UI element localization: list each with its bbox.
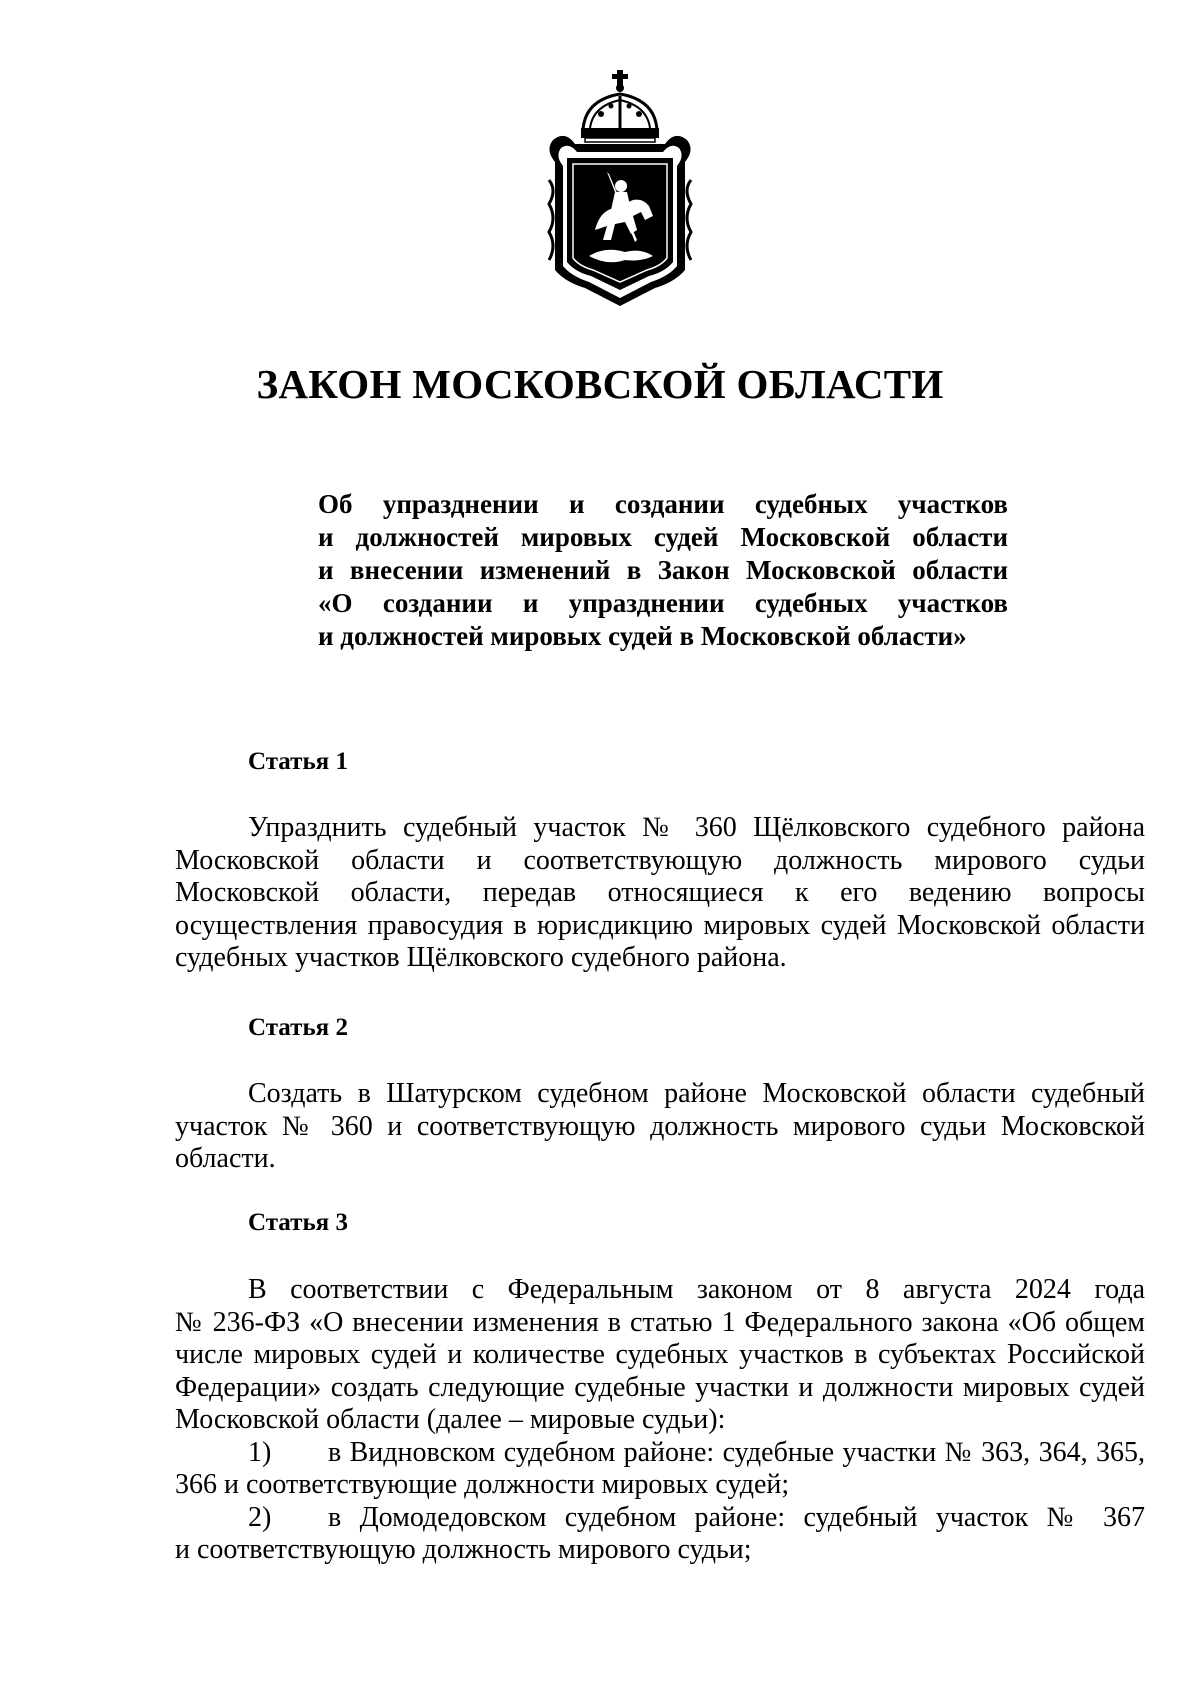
list-item-text: в Домодедовском судебном районе: судебный участок № 367 [328, 1501, 1145, 1533]
article-3-text [175, 1274, 1145, 1567]
text-line: области. [175, 1143, 276, 1174]
text-line: В соответствии с Федеральным законом от 8 августа 2024 года [248, 1274, 1145, 1305]
article-1-text [175, 812, 1145, 975]
article-2-text [175, 1078, 1145, 1176]
text-line: осуществления правосудия в юрисдикцию мировых судей Московской области [175, 909, 1145, 941]
text-line: Московской области (далее – мировые судьи): [175, 1404, 726, 1435]
document-title: ЗАКОН МОСКОВСКОЙ ОБЛАСТИ [256, 361, 944, 407]
article-2-heading: Статья 2 [248, 1014, 348, 1041]
text-line: числе мировых судей и количестве судебных участков в субъектах Российской [175, 1339, 1145, 1370]
list-item-number: 1) [248, 1436, 272, 1468]
list-item [175, 1437, 1145, 1470]
coat-of-arms-emblem [545, 70, 695, 310]
list-item-number: 2) [248, 1501, 272, 1533]
list-item-continuation: и соответствующую должность мирового судьи; [175, 1534, 752, 1565]
text-line: Создать в Шатурском судебном районе Московской области судебный [248, 1078, 1145, 1109]
list-item-continuation: 366 и соответствующие должности мировых судей; [175, 1469, 790, 1500]
subtitle-line: «О создании и упразднении судебных участков [318, 588, 1008, 618]
text-line: Упразднить судебный участок № 360 Щёлковского судебного района [248, 812, 1145, 843]
article-1-heading: Статья 1 [248, 748, 348, 775]
text-line: судебных участков Щёлковского судебного района. [175, 942, 787, 973]
subtitle-line: и должностей мировых судей Московской области [318, 522, 1008, 552]
article-3-heading: Статья 3 [248, 1209, 348, 1236]
text-line: Московской области, передав относящиеся к его ведению вопросы [175, 877, 1145, 908]
text-line: Московской области и соответствующую должность мирового судьи [175, 844, 1145, 876]
text-line: № 236-ФЗ «О внесении изменения в статью 1 Федерального закона «Об общем [175, 1306, 1145, 1338]
text-line: Федерации» создать следующие судебные участки и должности мировых судей [175, 1371, 1145, 1403]
list-item-text: в Видновском судебном районе: судебные участки № 363, 364, 365, [328, 1436, 1145, 1468]
subtitle-line: Об упразднении и создании судебных участков [318, 489, 1008, 519]
subtitle-line: и должностей мировых судей в Московской области» [318, 621, 967, 651]
document-subtitle [318, 488, 1008, 653]
list-item [175, 1502, 1145, 1535]
subtitle-line: и внесении изменений в Закон Московской области [318, 555, 1008, 585]
text-line: участок № 360 и соответствующую должность мирового судьи Московской [175, 1110, 1145, 1142]
